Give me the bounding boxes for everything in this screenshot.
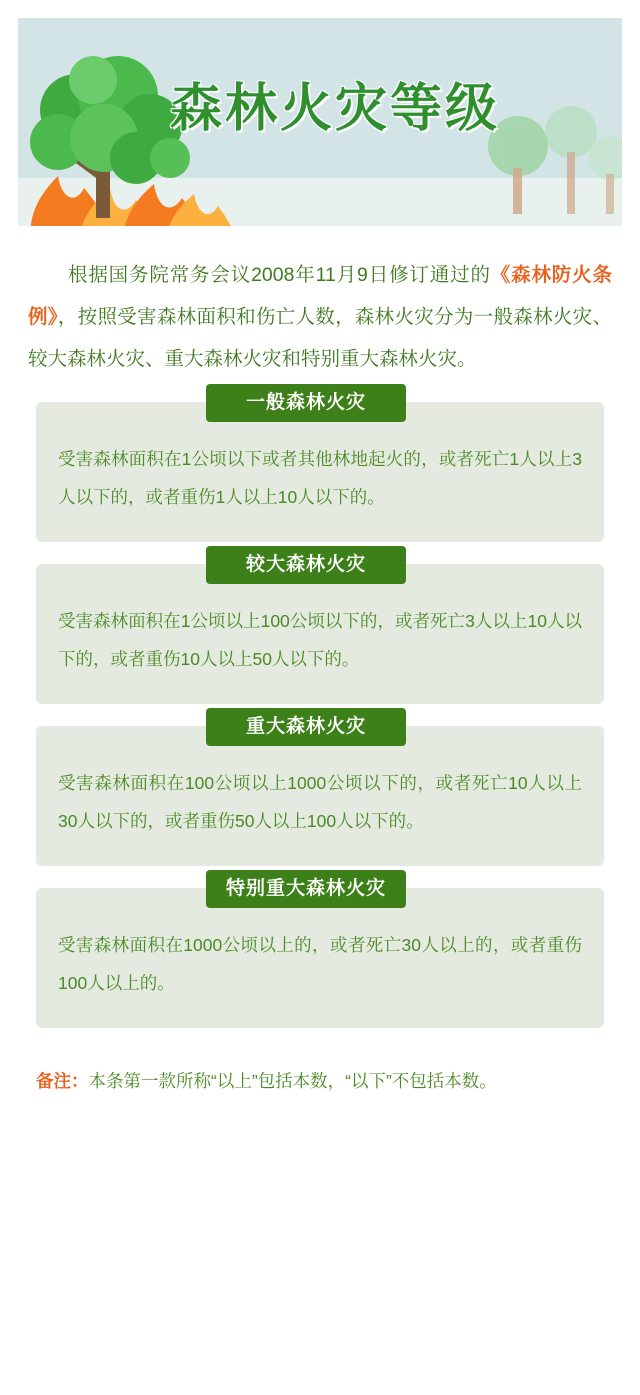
level-card — [36, 554, 604, 704]
level-description: 受害森林面积在100公顷以上1000公顷以下的，或者死亡10人以上30人以下的，或者重伤50人以上100人以下的。 — [58, 773, 582, 831]
level-card — [36, 716, 604, 866]
level-card — [36, 392, 604, 542]
level-card — [36, 878, 604, 1028]
level-description: 受害森林面积在1公顷以上100公顷以下的，或者死亡3人以上10人以下的，或者重伤10人以上50人以下的。 — [58, 611, 582, 669]
level-description: 受害森林面积在1公顷以下或者其他林地起火的，或者死亡1人以上3人以下的，或者重伤1人以上10人以下的。 — [58, 449, 582, 507]
page-title: 森林火灾等级 — [170, 80, 501, 138]
level-label: 重大森林火灾 — [206, 708, 406, 746]
intro-paragraph — [28, 254, 612, 380]
footnote — [36, 1062, 604, 1100]
level-label: 一般森林火灾 — [206, 384, 406, 422]
infographic-page — [0, 18, 640, 1395]
law-name: 《森林防火条例》 — [28, 264, 612, 328]
header-banner — [18, 18, 622, 226]
level-label: 特别重大森林火灾 — [206, 870, 406, 908]
level-description: 受害森林面积在1000公顷以上的，或者死亡30人以上的，或者重伤100人以上的。 — [58, 935, 582, 993]
intro-part1: 根据国务院常务会议2008年11月9日修订通过的 — [68, 264, 491, 286]
footnote-tag: 备注： — [36, 1071, 89, 1091]
level-label: 较大森林火灾 — [206, 546, 406, 584]
footnote-text: 本条第一款所称“以上”包括本数，“以下”不包括本数。 — [88, 1071, 497, 1091]
intro-part2: ，按照受害森林面积和伤亡人数，森林火灾分为一般森林火灾、较大森林火灾、重大森林火灾和特别重大森林火灾。 — [28, 306, 612, 370]
